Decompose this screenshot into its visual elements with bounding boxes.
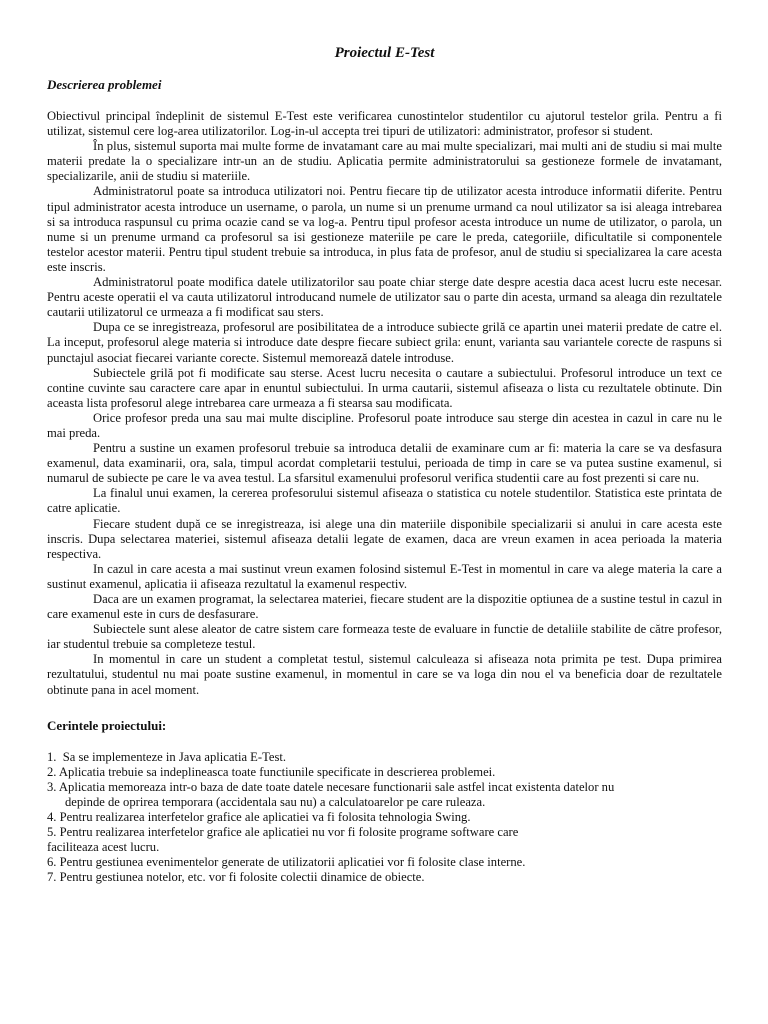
document-title: Proiectul E-Test xyxy=(334,45,435,61)
paragraph: În plus, sistemul suporta mai multe forme de invatamant care au mai multe specializari, mai multi ani de studiu si mai multe materii predate la o specializare intr-un an de studiu. Aplicatia permite administratorului sa gestioneze formele de invatamant, specializarile, anii de studiu si materiile. xyxy=(47,139,722,184)
paragraph: Orice profesor preda una sau mai multe discipline. Profesorul poate introduce sau sterge din acestea in cazul in care nu le mai preda. xyxy=(47,410,722,440)
list-item xyxy=(47,870,722,885)
description-body xyxy=(47,109,722,698)
list-item-text: Aplicatia trebuie sa indeplineasca toate functiunile specificate in descrierea problemei. xyxy=(58,764,496,779)
paragraph: La finalul unui examen, la cererea profesorului sistemul afiseaza o statistica cu notele studentilor. Statistica este printata de catre aplicatie. xyxy=(47,486,722,516)
list-item-text: Pentru realizarea interfetelor grafice ale aplicatiei nu vor fi folosite programe software care xyxy=(59,825,519,840)
list-item-continuation: depinde de oprirea temporara (accidentala sau nu) a calculatoarelor pe care ruleaza. xyxy=(65,794,486,809)
list-item xyxy=(47,765,722,780)
list-item-number: 3. xyxy=(47,779,57,794)
paragraph: Obiectivul principal îndeplinit de sistemul E-Test este verificarea cunostintelor studentilor cu ajutorul testelor grila. Pentru a fi utilizat, sistemul cere log-area utilizatorilor. Log-in-ul accepta trei tipuri de utilizatori: administrator, profesor si student. xyxy=(47,109,722,139)
list-item xyxy=(47,750,722,765)
list-item-text: Pentru gestiunea notelor, etc. vor fi folosite colectii dinamice de obiecte. xyxy=(59,870,425,885)
paragraph: Pentru a sustine un examen profesorul trebuie sa introduca detalii de examinare cum ar fi: materia la care se va desfasura examenul, data examinarii, ora, sala, timpul acordat completarii testului, perioada de timp in care se va putea sustine examenul, si numarul de subiecte pe care le va avea testul. La sfarsitul examenului profesorul verifica studentii care au fost prezenti si care nu. xyxy=(47,441,722,486)
list-item-number: 2. xyxy=(47,764,57,779)
requirements-list xyxy=(47,750,722,886)
list-item-continuation: faciliteaza acest lucru. xyxy=(47,840,160,855)
list-item-number: 4. xyxy=(47,810,57,825)
paragraph: Subiectele sunt alese aleator de catre sistem care formeaza teste de evaluare in functie de detaliile stabilite de către profesor, iar studentul trebuie sa completeze testul. xyxy=(47,622,722,652)
list-item xyxy=(47,855,722,870)
list-item-text: Aplicatia memoreaza intr-o baza de date toate datele necesare functionarii sale astfel incat existenta datelor nu xyxy=(58,779,615,794)
list-item xyxy=(47,825,722,855)
paragraph: Subiectele grilă pot fi modificate sau sterse. Acest lucru necesita o cautare a subiectului. Profesorul introduce un text ce contine cuvinte sau caractere care apar in enuntul subiectului. In urma cautarii, sistemul afiseaza o lista cu rezultatele obtinute. Din aceasta lista profesorul alege intrebarea care urmeaza a fi stearsa sau modificata. xyxy=(47,365,722,410)
list-item-text: Pentru realizarea interfetelor grafice ale aplicatiei va fi folosita tehnologia Swing. xyxy=(59,810,471,825)
paragraph: Fiecare student după ce se inregistreaza, isi alege una din materiile disponibile specializarii si anului in care acesta este inscris. Dupa selectarea materiei, sistemul afiseaza detalii legate de examen, daca are vreun examen in acea perioada la materia respectiva. xyxy=(47,516,722,561)
list-item-text: Pentru gestiunea evenimentelor generate de utilizatorii aplicatiei vor fi folosite clase interne. xyxy=(59,855,526,870)
paragraph: In momentul in care un student a completat testul, sistemul calculeaza si afiseaza nota primita pe test. Dupa primirea rezultatului, studentul nu mai poate sustine examenul, in momentul in care se va loga din nou el va beneficia doar de rezultatele obtinute pana in acel moment. xyxy=(47,652,722,697)
list-item xyxy=(47,780,722,810)
paragraph: In cazul in care acesta a mai sustinut vreun examen folosind sistemul E-Test in momentul in care va alege materia la care a sustinut examenul, aplicatia ii afiseaza rezultatul la examenul respectiv. xyxy=(47,561,722,591)
paragraph: Daca are un examen programat, la selectarea materiei, fiecare student are la dispozitie optiunea de a sustine testul in cazul in care examenul este in curs de desfasurare. xyxy=(47,592,722,622)
list-item-text: Sa se implementeze in Java aplicatia E-Test. xyxy=(62,749,287,764)
list-item-number: 6. xyxy=(47,855,57,870)
description-heading: Descrierea problemei xyxy=(47,77,162,92)
list-item-number: 7. xyxy=(47,870,57,885)
paragraph: Dupa ce se inregistreaza, profesorul are posibilitatea de a introduce subiecte grilă ce apartin unei materii predate de catre el. La inceput, profesorul alege materia si introduce date despre fiecare subiect grila: enunt, varianta sau variantele corecte de raspuns si punctajul asociat fiecarei variante corecte. Sistemul memorează datele introduse. xyxy=(47,320,722,365)
list-item-number: 5. xyxy=(47,825,57,840)
list-item-number: 1. xyxy=(47,749,57,764)
paragraph: Administratorul poate modifica datele utilizatorilor sau poate chiar sterge date despre acestia daca acest lucru este necesar. Pentru aceste operatii el va cauta utilizatorul introducand numele de utilizator sau o parte din acesta, urmand sa aleaga din rezultatele cautarii utilizatorul ce urmeaza a fi modificat sau sters. xyxy=(47,275,722,320)
paragraph: Administratorul poate sa introduca utilizatori noi. Pentru fiecare tip de utilizator acesta introduce informatii diferite. Pentru tipul administrator acesta introduce un username, o parola, un nume si un prenume urmand ca noul utilizator sa isi aleaga intrebarea si sa introduca raspunsul cu prima ocazie cand se va log-a. Pentru tipul profesor acesta introduce un nume de utilizator, o parola, un nume si un prenume urmand ca profesorul sa isi gestioneze materiile pe care le preda, categoriile, dificultatile si componentele testelor acestor materii. Pentru tipul student trebuie sa introduca, in plus fata de profesor, anul de studiu si specializarea la care acesta este inscris. xyxy=(47,184,722,274)
requirements-heading: Cerintele proiectului: xyxy=(47,717,167,733)
list-item xyxy=(47,810,722,825)
